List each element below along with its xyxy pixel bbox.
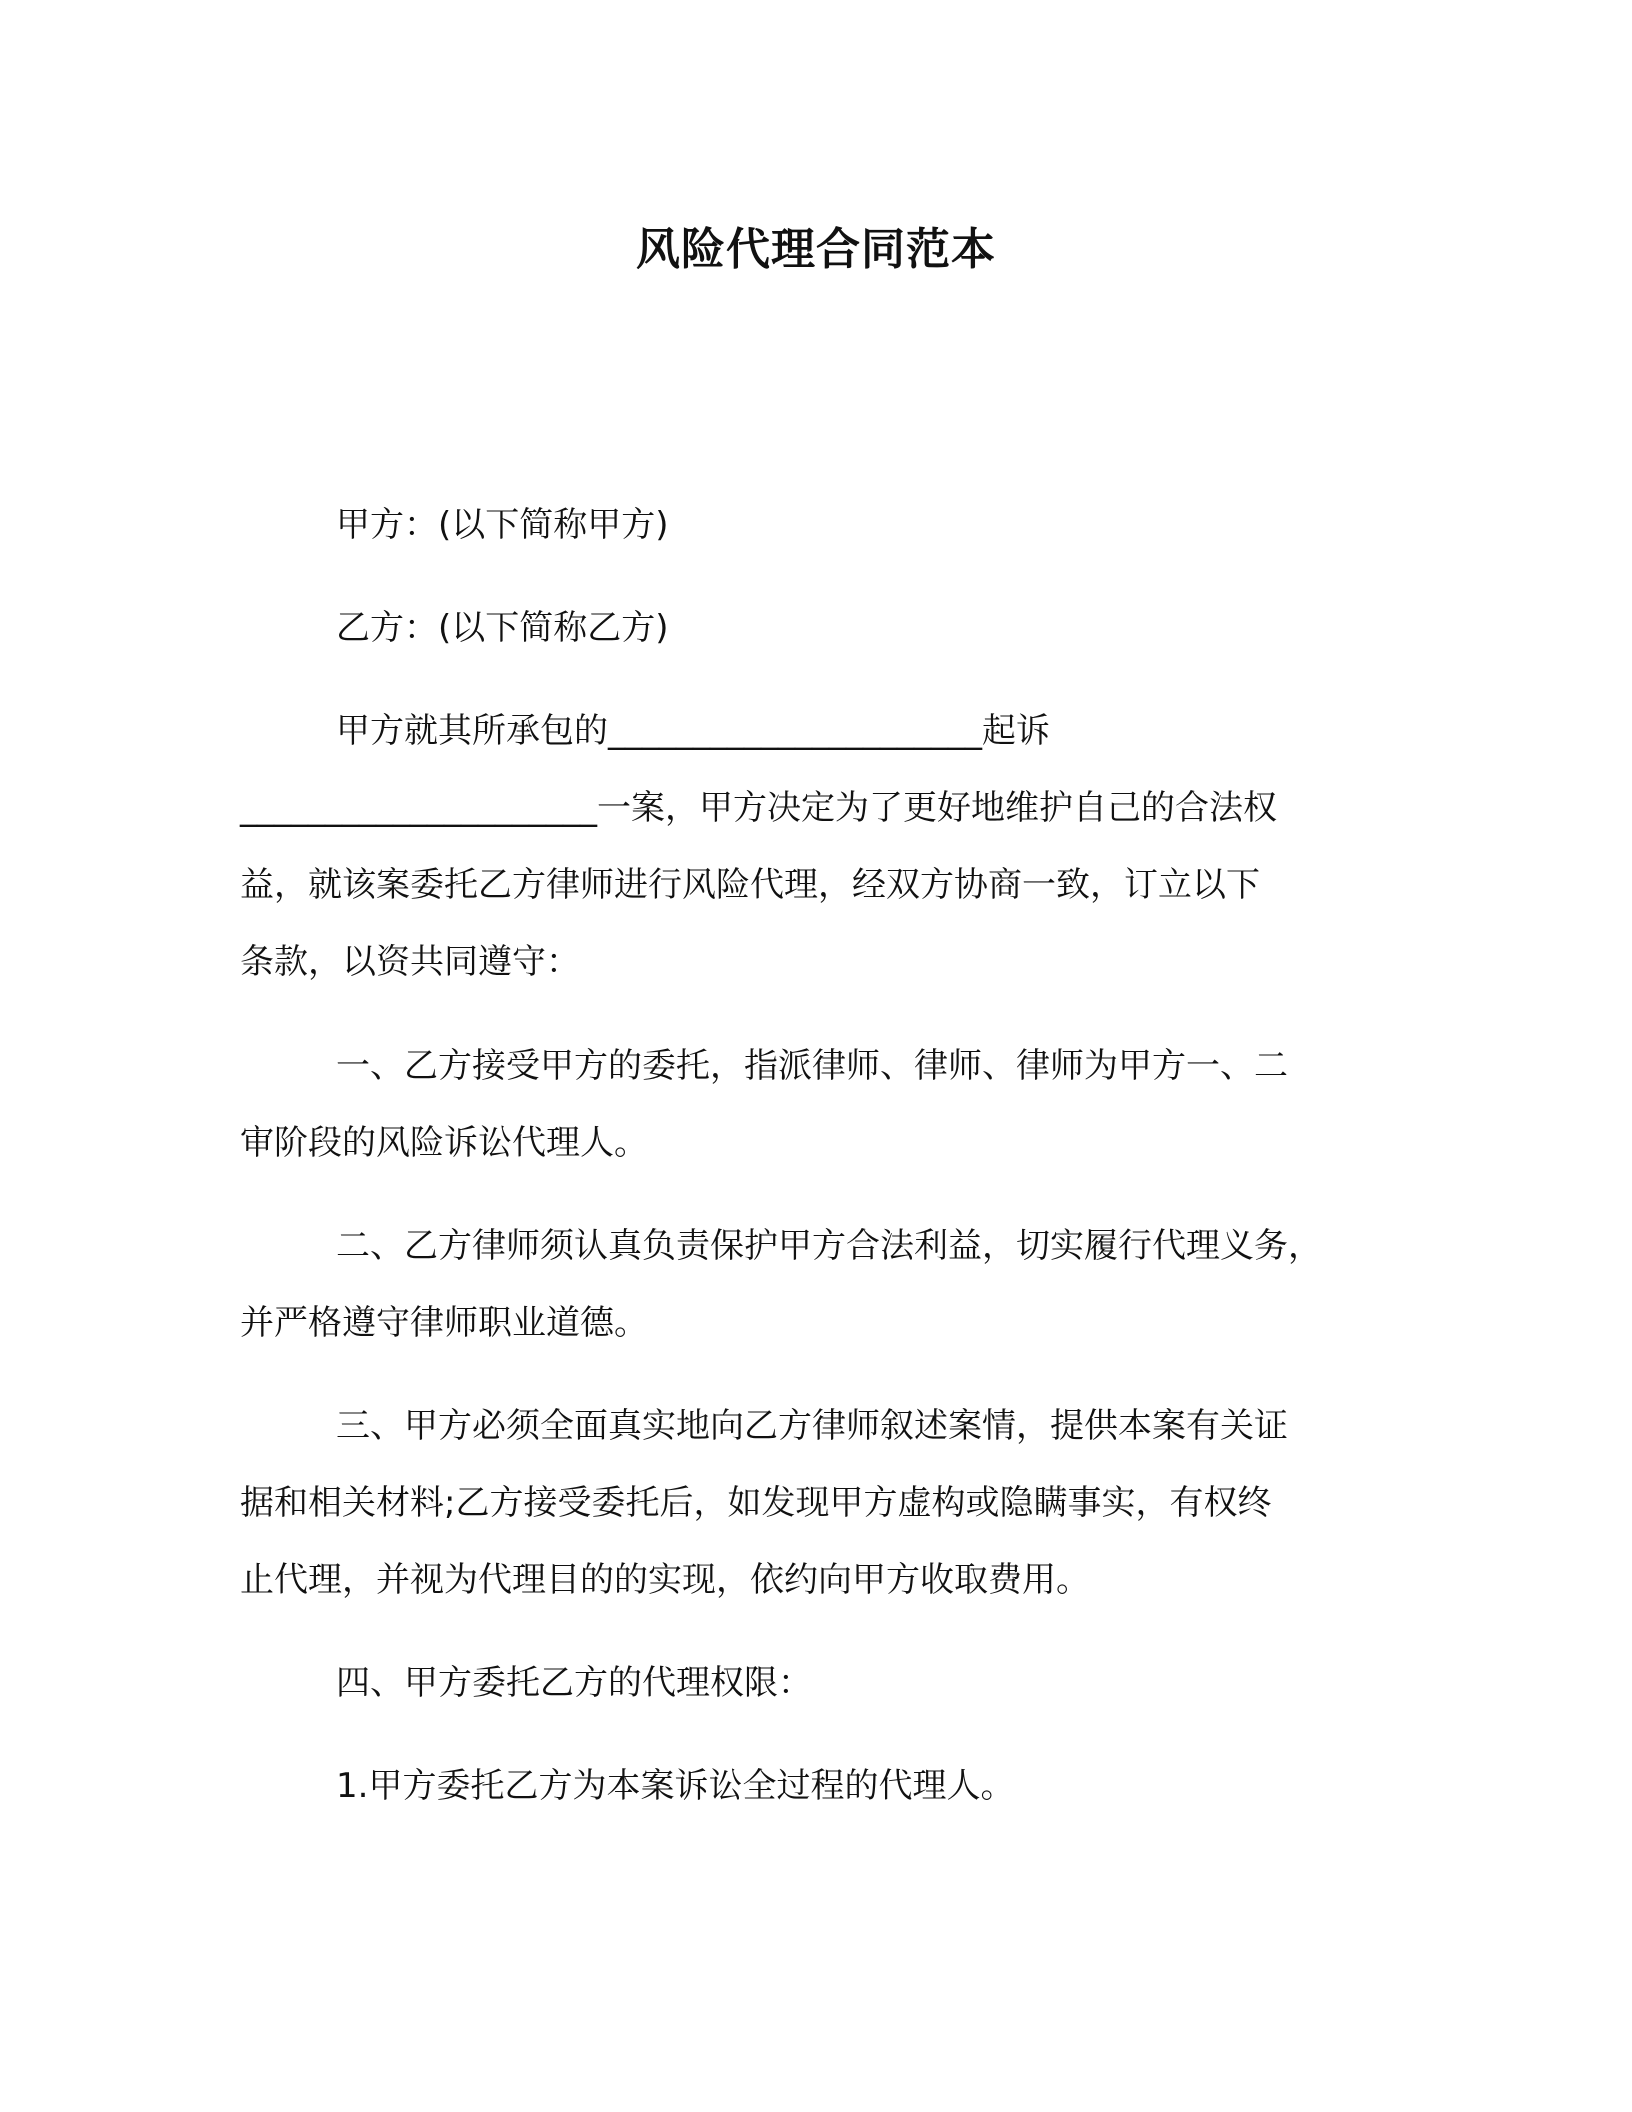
intro-line-1: 甲方就其所承包的______________________起诉 — [336, 711, 1050, 751]
party-b-line — [240, 590, 1415, 667]
clause-2-paragraph — [240, 1208, 1415, 1362]
item-1-line — [240, 1748, 1415, 1825]
clause-1-line-1: 一、乙方接受甲方的委托，指派律师、律师、律师为甲方一、二 — [336, 1046, 1288, 1086]
intro-line-2: _____________________一案，甲方决定为了更好地维护自己的合法权 — [240, 788, 1277, 828]
clause-2-line-2: 并严格遵守律师职业道德。 — [240, 1303, 648, 1343]
intro-line-3: 益，就该案委托乙方律师进行风险代理，经双方协商一致，订立以下 — [240, 865, 1260, 905]
clause-3-paragraph — [240, 1388, 1415, 1619]
clause-4-text: 四、甲方委托乙方的代理权限： — [336, 1663, 812, 1703]
item-1-text: 1.甲方委托乙方为本案诉讼全过程的代理人。 — [336, 1766, 1015, 1806]
document-title: 风险代理合同范本 — [636, 224, 996, 275]
clause-1-paragraph — [240, 1028, 1415, 1182]
clause-2-line-1: 二、乙方律师须认真负责保护甲方合法利益，切实履行代理义务， — [336, 1226, 1322, 1266]
clause-1-line-2: 审阶段的风险诉讼代理人。 — [240, 1123, 648, 1163]
clause-3-line-3: 止代理，并视为代理目的的实现，依约向甲方收取费用。 — [240, 1560, 1090, 1600]
intro-paragraph — [240, 693, 1415, 1001]
clause-3-line-2: 据和相关材料;乙方接受委托后，如发现甲方虚构或隐瞒事实，有权终 — [240, 1483, 1272, 1523]
clause-4-heading — [240, 1645, 1415, 1722]
party-a-text: 甲方：(以下简称甲方) — [336, 505, 669, 545]
party-a-line — [240, 487, 1415, 564]
clause-3-line-1: 三、甲方必须全面真实地向乙方律师叙述案情，提供本案有关证 — [336, 1406, 1288, 1446]
intro-line-4: 条款，以资共同遵守： — [240, 942, 580, 982]
party-b-text: 乙方：(以下简称乙方) — [336, 608, 669, 648]
